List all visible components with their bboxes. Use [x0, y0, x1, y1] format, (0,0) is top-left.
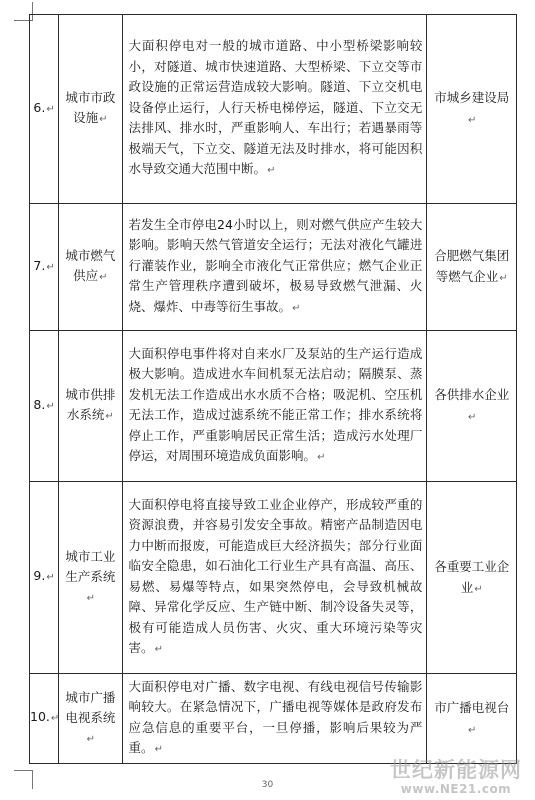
responsible-unit: 合肥燃气集团等燃气企业↵ [427, 204, 517, 331]
system-name: 城市工业生产系统↵ [59, 482, 122, 674]
impact-description: 大面积停电将直接导致工业企业停产，形成较严重的资源浪费，并容易引发安全事故。精密产品制造因电力中断而报废，可能造成巨大经济损失；部分行业面临安全隐患，如石油化工行业生产具有高温、高压、易燃、易爆等特点，如果突然停电，会导致机械故障、异常化学反应、生产链中断、制冷设备失灵等，极有可能造成人员伤害、火灾、重大环境污染等灾害。↵ [122, 482, 427, 674]
watermark-logo [390, 758, 522, 796]
row-number: 8.↵ [30, 331, 59, 482]
table-row [30, 482, 517, 674]
system-name: 城市供排水系统↵ [59, 331, 122, 482]
responsible-unit: 市广播电视台↵ [427, 674, 517, 764]
row-number: 9.↵ [30, 482, 59, 674]
responsible-unit: 各供排水企业↵ [427, 331, 517, 482]
responsible-unit: 各重要工业企业↵ [427, 482, 517, 674]
row-number: 7.↵ [30, 204, 59, 331]
responsible-unit: 市城乡建设局↵ [427, 15, 517, 204]
system-name: 城市市政设施↵ [59, 15, 122, 204]
impact-description: 若发生全市停电24小时以上，则对燃气供应产生较大影响。影响天然气管道安全运行；无法对液化气罐进行灌装作业，影响全市液化气正常供应；燃气企业正常生产管理秩序遭到破坏，极易导致燃气泄漏、火烧、爆炸、中毒等衍生事故。↵ [122, 204, 427, 331]
table-row [30, 15, 517, 204]
table-row [30, 331, 517, 482]
impact-description: 大面积停电事件将对自来水厂及泵站的生产运行造成极大影响。造成进水车间机泵无法启动；隔膜泵、蒸发机无法工作造成出水水质不合格；吸泥机、空压机无法工作，造成过滤系统不能正常工作；排水系统将停止工作，严重影响居民正常生活；造成污水处理厂停运，对周围环境造成负面影响。↵ [122, 331, 427, 482]
system-name: 城市燃气供应↵ [59, 204, 122, 331]
page-number: 30 [261, 780, 274, 790]
impact-table [29, 14, 517, 764]
table-row [30, 674, 517, 764]
watermark-name: 世纪新能源网 [390, 758, 522, 782]
row-number: 10.↵ [30, 674, 59, 764]
watermark-url: www.NE21.com [400, 782, 512, 796]
impact-description: 大面积停电对一般的城市道路、中小型桥梁影响较小，对隧道、城市快速道路、大型桥梁、下立交等市政设施的正常运营造成较大影响。隧道、下立交机电设备停止运行，人行天桥电梯停运，隧道、下立交无法排风、排水时，严重影响人、车出行；若遇暴雨等极端天气，下立交、隧道无法及时排水，将可能因积水导致交通大范围中断。↵ [122, 15, 427, 204]
impact-description: 大面积停电对广播、数字电视、有线电视信号传输影响较大。在紧急情况下，广播电视等媒体是政府发布应急信息的重要平台，一旦停播，影响后果较为严重。↵ [122, 674, 427, 764]
system-name: 城市广播电视系统↵ [59, 674, 122, 764]
row-number: 6.↵ [30, 15, 59, 204]
table-row [30, 204, 517, 331]
